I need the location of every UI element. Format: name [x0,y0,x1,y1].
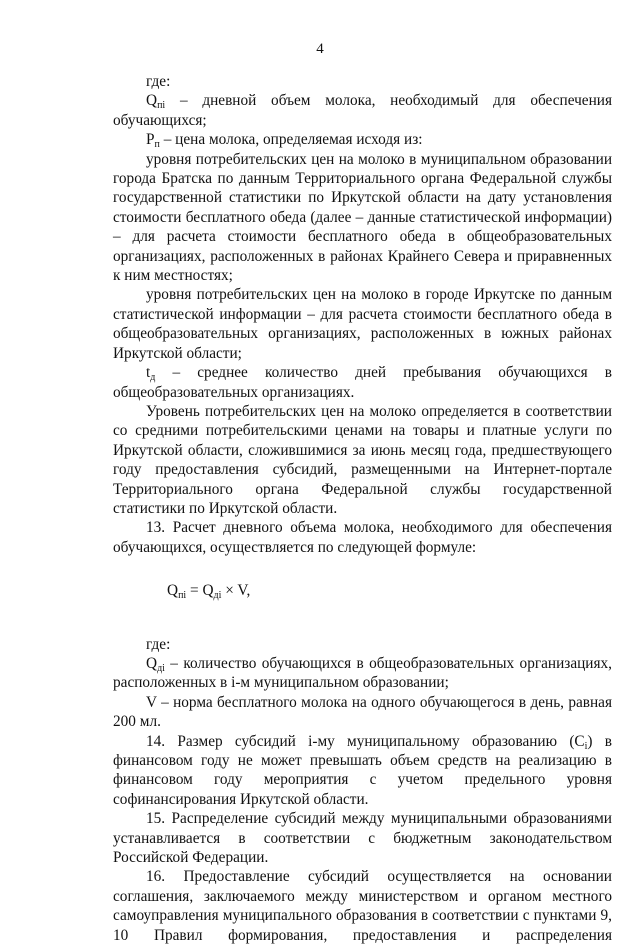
price-level-north: уровня потребительских цен на молоко в муниципальном образовании города Братска по данным Территориального органа Федеральной службы государственной статистики по Иркутской области на дату установления стоимости бесплатного обеда (далее – данные статистической информации) – для расчета стоимости бесплатного обеда в общеобразовательных организациях, расположенных в районах Крайнего Севера и приравненных к ним местностях; [113,150,612,285]
symbol-t: t [146,364,151,382]
symbol-p: P [146,131,155,149]
where-label-1: где: [146,73,171,90]
subscript-p: п [154,139,160,151]
definition-p-text: – цена молока, определяемая исходя из: [159,131,423,149]
formula-sub-pi: пi [178,590,187,602]
definition-q-di [113,654,612,693]
subscript-i: i [584,740,588,752]
definition-q-pi [113,91,612,130]
formula [113,581,612,600]
definition-t [113,363,612,402]
definition-v: V – норма бесплатного молока на одного обучающегося в день, равная 200 мл. [113,693,612,731]
formula-times-v: × V, [221,582,251,600]
formula-q: Q [167,582,179,600]
item-13: 13. Расчет дневного объема молока, необходимого для обеспечения обучающихся, осуществляется по следующей формуле: [113,519,612,556]
item-14 [113,732,612,810]
page-number: 4 [316,41,324,57]
definition-q-pi-text: – дневной объем молока, необходимый для обеспечения обучающихся; [113,92,612,129]
definition-q-di-text: – количество обучающихся в общеобразовательных организациях, расположенных в i-м муниципальном образовании; [113,654,612,692]
definition-p [113,130,612,149]
price-level-determination: Уровень потребительских цен на молоко определяется в соответствии со средними потребительскими ценами на товары и платные услуги по Иркутской области, сложившимися за июнь месяц года, предшествующего году предоставления субсидий, размещенными на Интернет-портале Территориального органа Федеральной службы государственной статистики по Иркутской области. [113,402,612,517]
item-14-rest: ) в финансовом году не может превышать объем средств на реализацию в финансовом году мероприятия с учетом предельного уровня софинансирования Иркутской области. [113,732,612,808]
subscript-d: д [150,372,156,384]
symbol-q-di: Q [146,654,158,672]
price-level-irkutsk: уровня потребительских цен на молоко в городе Иркутске по данным статистической информации – для расчета стоимости бесплатного обеда в общеобразовательных организациях, расположенных в южных районах Иркутской области; [113,286,612,362]
subscript-pi: пi [157,100,166,112]
document-body [113,72,612,945]
item-16: 16. Предоставление субсидий осуществляется на основании соглашения, заключаемого между министерством и органом местного самоуправления муниципального образования в соответствии с пунктами 9, 10 Правил формирования, предоставления и распределения [113,868,612,944]
item-14-start: 14. Размер субсидий i-му муниципальному образованию (C [146,732,585,750]
formula-equals-q: = Q [186,582,214,600]
where-label-2: где: [146,635,171,653]
definition-t-text: – среднее количество дней пребывания обучающихся в общеобразовательных организациях. [113,364,612,401]
subscript-di: дi [157,662,165,674]
item-15: 15. Распределение субсидий между муниципальными образованиями устанавливается в соответствии с бюджетным законодательством Российской Федерации. [113,810,612,867]
formula-sub-di: дi [213,590,222,602]
symbol-q: Q [146,92,158,110]
